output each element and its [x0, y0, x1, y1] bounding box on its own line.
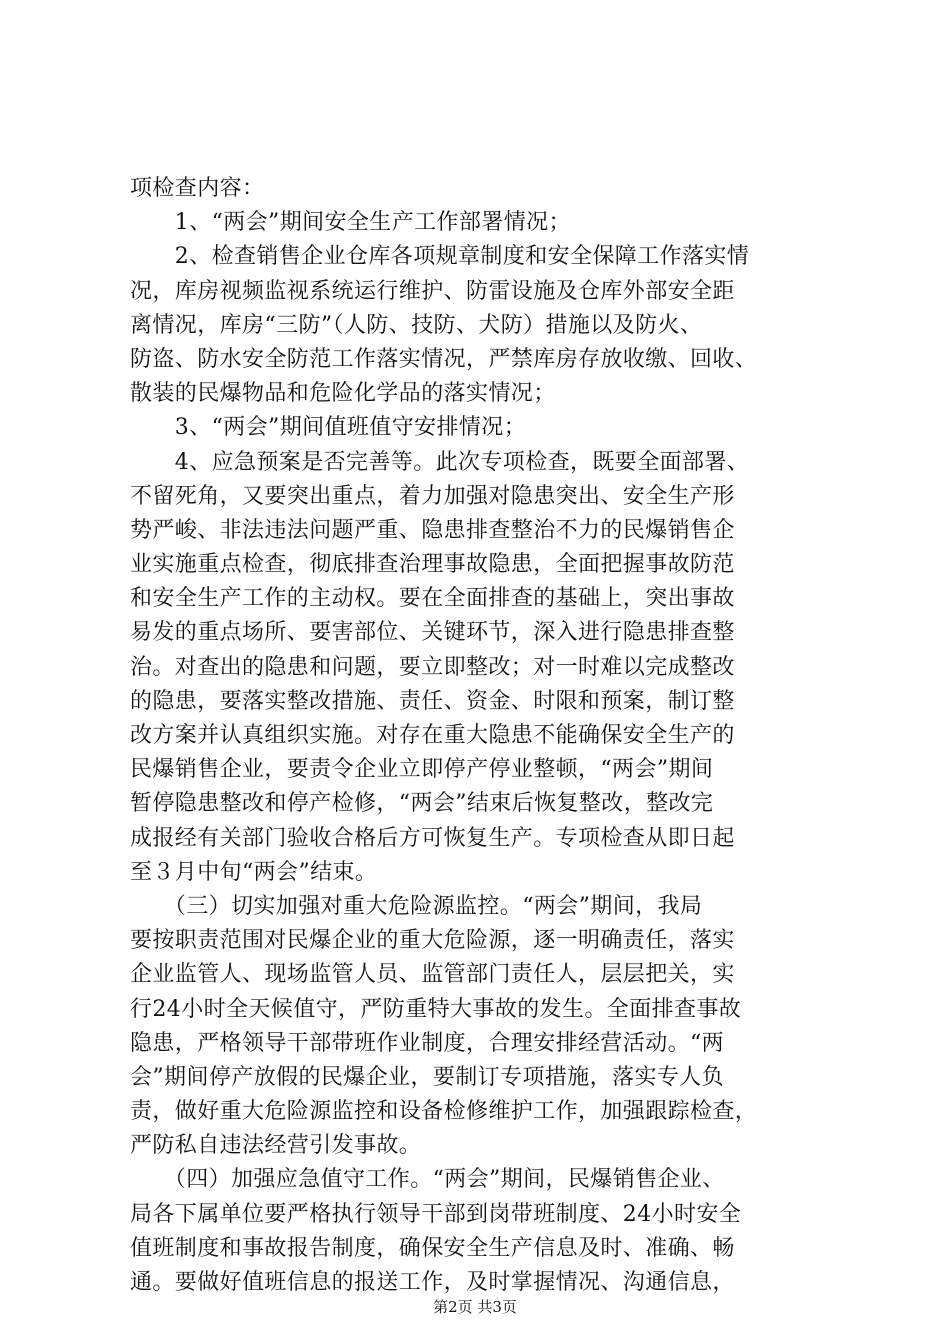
text-line: 和安全生产工作的主动权。要在全面排查的基础上，突出事故	[130, 586, 735, 612]
text-line: 至３月中旬“两会”结束。	[130, 859, 378, 885]
text-line: 3、“两会”期间值班值守安排情况；	[130, 415, 527, 441]
text-line: 会”期间停产放假的民爆企业，要制订专项措施，落实专人负	[130, 1064, 725, 1090]
text-line: 不留死角，又要突出重点，着力加强对隐患突出、安全生产形	[130, 483, 735, 509]
text-line: 治。对查出的隐患和问题，要立即整改；对一时难以完成整改	[130, 654, 735, 680]
text-line: 项检查内容：	[130, 176, 265, 201]
page-footer: 第2页 共3页	[433, 1298, 517, 1316]
text-line: 成报经有关部门验收合格后方可恢复生产。专项检查从即日起	[130, 825, 735, 851]
text-line: 2、检查销售企业仓库各项规章制度和安全保障工作落实情	[130, 244, 750, 270]
text-line: 易发的重点场所、要害部位、关键环节，深入进行隐患排查整	[130, 620, 735, 646]
text-line: 严防私自违法经营引发事故。	[130, 1133, 422, 1159]
text-line: 离情况，库房“三防”（人防、技防、犬防）措施以及防火、	[130, 312, 703, 338]
text-line: 况，库房视频监视系统运行维护、防雷设施及仓库外部安全距	[130, 278, 735, 304]
text-line: 企业监管人、现场监管人员、监管部门责任人，层层把关，实	[130, 962, 735, 988]
text-line: 局各下属单位要严格执行领导干部到岗带班制度、24小时安全	[130, 1201, 742, 1227]
text-line: 势严峻、非法违法问题严重、隐患排查整治不力的民爆销售企	[130, 517, 735, 543]
text-line: 业实施重点检查，彻底排查治理事故隐患，全面把握事故防范	[130, 552, 735, 578]
text-line: 改方案并认真组织实施。对存在重大隐患不能确保安全生产的	[130, 723, 735, 748]
text-line: 行24小时全天候值守，严防重特大事故的发生。全面排查事故	[130, 996, 742, 1022]
text-line: 隐患，严格领导干部带班作业制度，合理安排经营活动。“两	[130, 1030, 725, 1056]
text-line: （四）加强应急值守工作。“两会”期间，民爆销售企业、	[130, 1167, 725, 1193]
body-text	[130, 172, 820, 1300]
text-line: 防盗、防水安全防范工作落实情况，严禁库房存放收缴、回收、	[130, 346, 758, 372]
text-line: 的隐患，要落实整改措施、责任、资金、时限和预案，制订整	[130, 688, 735, 714]
text-line: （三）切实加强对重大危险源监控。“两会”期间，我局	[130, 893, 703, 919]
text-line: 4、应急预案是否完善等。此次专项检查，既要全面部署、	[130, 449, 750, 475]
text-line: 暂停隐患整改和停产检修，“两会”结束后恢复整改，整改完	[130, 791, 714, 817]
text-line: 责，做好重大危险源监控和设备检修维护工作，加强跟踪检查，	[130, 1099, 758, 1125]
text-line: 值班制度和事故报告制度，确保安全生产信息及时、准确、畅	[130, 1235, 735, 1261]
text-line: 通。要做好值班信息的报送工作，及时掌握情况、沟通信息，	[130, 1270, 735, 1295]
text-line: 民爆销售企业，要责令企业立即停产停业整顿，“两会”期间	[130, 757, 714, 783]
text-line: 散装的民爆物品和危险化学品的落实情况；	[130, 381, 556, 407]
text-line: 要按职责范围对民爆企业的重大危险源，逐一明确责任，落实	[130, 928, 735, 954]
text-line: 1、“两会”期间安全生产工作部署情况；	[130, 210, 571, 236]
